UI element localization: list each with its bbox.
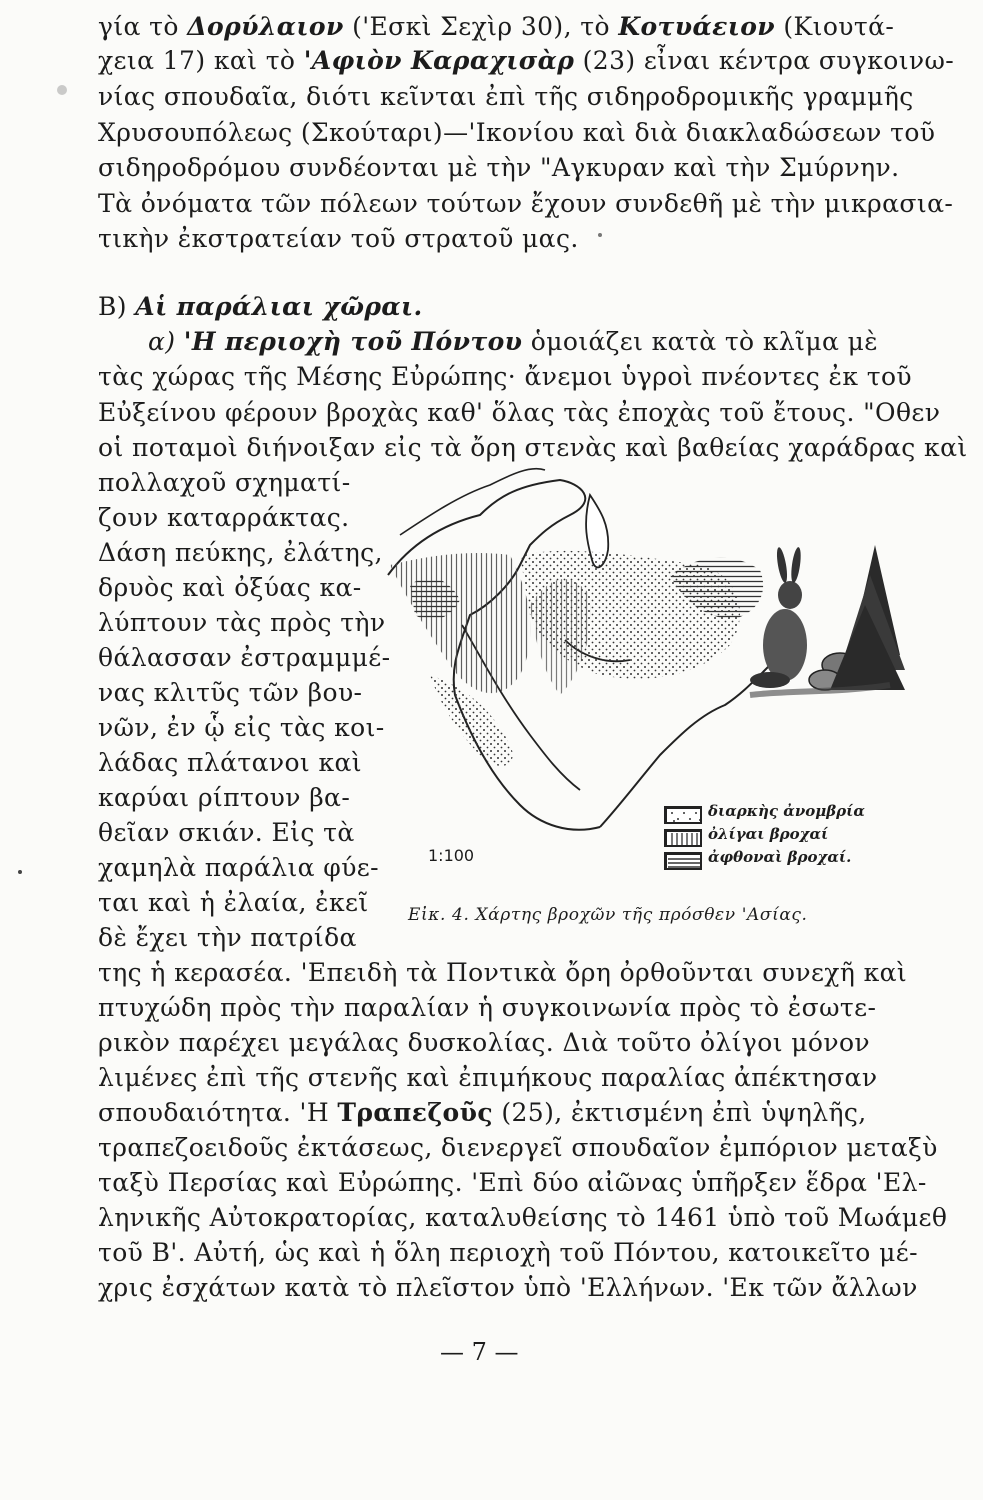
text-line: λάδας πλάτανοι καὶ bbox=[98, 748, 362, 777]
text-line: οἱ ποταμοὶ διήνοιξαν εἰς τὰ ὄρη στενὰς καὶ βαθείας χαράδρας καὶ bbox=[98, 433, 968, 462]
section-letter: Β) bbox=[98, 292, 136, 321]
text-line: δὲ ἔχει τὴν πατρίδα bbox=[98, 923, 357, 952]
text-span: (25), ἐκτισμένη ἐπὶ ὑψηλῆς, bbox=[493, 1098, 867, 1127]
text-span: σπουδαιότητα. 'Η bbox=[98, 1098, 338, 1127]
text-line: νίας σπουδαῖα, διότι κεῖνται ἐπὶ τῆς σιδηροδρομικῆς γραμμῆς bbox=[98, 82, 914, 111]
text-line: ταξὺ Περσίας καὶ Εὐρώπης. 'Επὶ δύο αἰῶνας ὑπῆρξεν ἕδρα 'Ελ- bbox=[98, 1168, 927, 1197]
legend-label: ὀλίγαι βροχαί bbox=[708, 825, 829, 843]
text-line: πτυχώδη πρὸς τὴν παραλίαν ἡ συγκοινωνία πρὸς τὸ ἐσωτε- bbox=[98, 993, 877, 1022]
legend-label: διαρκὴς ἀνομβρία bbox=[708, 802, 865, 820]
text-line: Χρυσουπόλεως (Σκούταρι)—'Ικονίου καὶ διὰ διακλαδώσεων τοῦ bbox=[98, 118, 936, 147]
place-name: Τραπεζοῦς bbox=[337, 1098, 493, 1127]
text-line: τοῦ Β'. Αὐτή, ὡς καὶ ἡ ὅλη περιοχὴ τοῦ Πόντου, κατοικεῖτο μέ- bbox=[98, 1238, 918, 1267]
subsection-title: 'Η περιοχὴ τοῦ Πόντου bbox=[183, 327, 523, 356]
text-line: λύπτουν τὰς πρὸς τὴν bbox=[98, 608, 386, 637]
text-line: τικὴν ἐκστρατείαν τοῦ στρατοῦ μας. bbox=[98, 224, 579, 253]
text-line: πολλαχοῦ σχηματί- bbox=[98, 468, 351, 497]
text-line: Τὰ ὀνόματα τῶν πόλεων τούτων ἔχουν συνδεθῆ μὲ τὴν μικρασια- bbox=[98, 189, 954, 218]
text-line: ληνικῆς Αὐτοκρατορίας, καταλυθείσης τὸ 1461 ὑπὸ τοῦ Μωάμεθ bbox=[98, 1203, 948, 1232]
text-line: λιμένες ἐπὶ τῆς στενῆς καὶ ἐπιμήκους παραλίας ἀπέκτησαν bbox=[98, 1063, 878, 1092]
text-line: της ἡ κερασέα. 'Επειδὴ τὰ Ποντικὰ ὄρη ὀρθοῦνται συνεχῆ καὶ bbox=[98, 958, 908, 987]
text-span: (23) εἶναι κέντρα συγκοινω- bbox=[574, 46, 955, 75]
text-line: τραπεζοειδοῦς ἐκτάσεως, διενεργεῖ σπουδαῖον ἐμπόριον μεταξὺ bbox=[98, 1133, 938, 1162]
legend-label: ἀφθοναὶ βροχαί. bbox=[708, 848, 852, 866]
text-line: τὰς χώρας τῆς Μέσης Εὐρώπης· ἄνεμοι ὑγροὶ πνέοντες ἐκ τοῦ bbox=[98, 362, 912, 391]
text-line: χρις ἐσχάτων κατὰ τὸ πλεῖστον ὑπὸ 'Ελλήνων. 'Εκ τῶν ἄλλων bbox=[98, 1273, 918, 1302]
text-line: ζουν καταρράκτας. bbox=[98, 503, 350, 532]
text-line: Δάση πεύκης, ἐλάτης, bbox=[98, 538, 383, 567]
text-span: ὁμοιάζει κατὰ τὸ κλῖμα μὲ bbox=[522, 327, 879, 356]
figure-caption: Εἰκ. 4. Χάρτης βροχῶν τῆς πρόσθεν 'Ασίας. bbox=[408, 905, 808, 925]
text-line: σιδηροδρόμου συνδέονται μὲ τὴν "Αγκυραν καὶ τὴν Σμύρνην. bbox=[98, 153, 900, 182]
place-name: 'Αφιὸν Καραχισὰρ bbox=[303, 46, 575, 75]
text-line: νῶν, ἐν ᾧ εἰς τὰς κοι- bbox=[98, 713, 385, 742]
map-scale: 1:100 bbox=[428, 846, 475, 865]
text-line: νας κλιτῦς τῶν βου- bbox=[98, 678, 363, 707]
text-span: γία τὸ bbox=[98, 12, 188, 41]
text-line: ρικὸν παρέχει μεγάλας δυσκολίας. Διὰ τοῦτο ὀλίγοι μόνον bbox=[98, 1028, 871, 1057]
text-line: θεῖαν σκιάν. Εἰς τὰ bbox=[98, 818, 355, 847]
text-line: δρυὸς καὶ ὀξύας κα- bbox=[98, 573, 362, 602]
text-span: ('Εσκὶ Σεχὶρ 30), τὸ bbox=[343, 12, 619, 41]
place-name: Δορύλαιον bbox=[187, 12, 344, 41]
section-title: Αἱ παράλιαι χῶραι. bbox=[135, 292, 423, 321]
subsection-letter: α) bbox=[148, 327, 184, 356]
text-line: θάλασσαν ἐστραμμμέ- bbox=[98, 643, 391, 672]
text-line: χαμηλὰ παράλια φύε- bbox=[98, 853, 380, 882]
text-span: (Κιουτά- bbox=[775, 12, 895, 41]
text-line: ται καὶ ἡ ἐλαία, ἐκεῖ bbox=[98, 888, 369, 917]
place-name: Κοτυάειον bbox=[618, 12, 776, 41]
text-line: Εὐξείνου φέρουν βροχὰς καθ' ὅλας τὰς ἐποχὰς τοῦ ἔτους. "Οθεν bbox=[98, 398, 941, 427]
text-line: καρύαι ρίπτουν βα- bbox=[98, 783, 351, 812]
page-number: — 7 — bbox=[440, 1338, 519, 1366]
text-span: χεια 17) καὶ τὸ bbox=[98, 46, 304, 75]
